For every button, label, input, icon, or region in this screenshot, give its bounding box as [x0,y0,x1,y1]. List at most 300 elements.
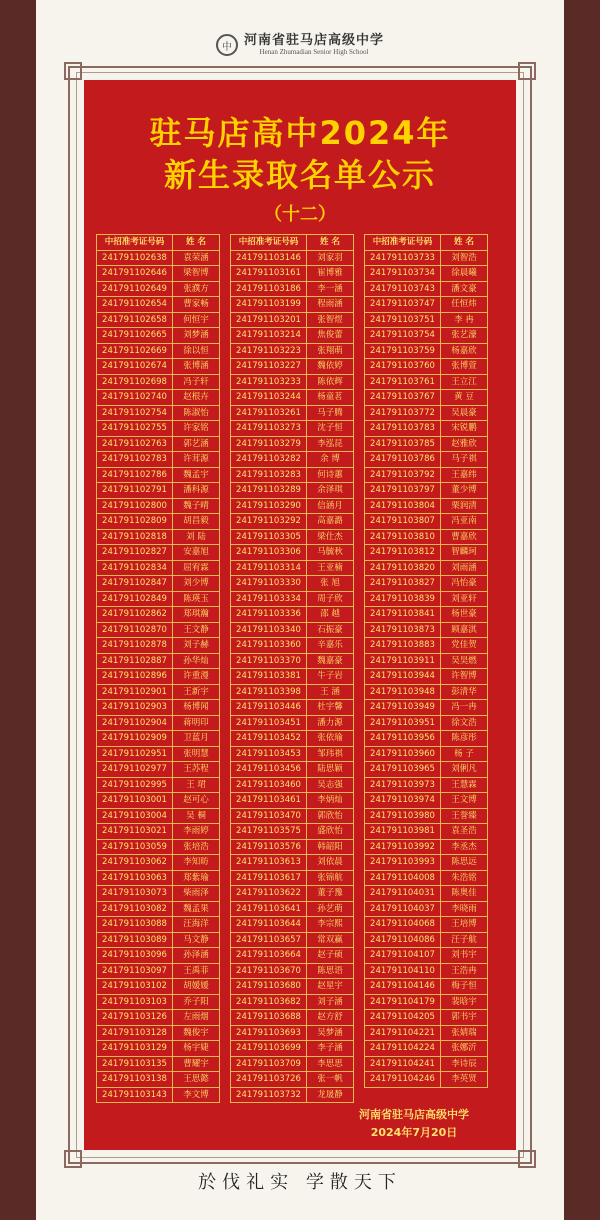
table-row [97,870,220,886]
student-name-cell: 左雨烟 [173,1010,220,1026]
student-name-cell: 许家铭 [173,421,220,437]
student-name-cell: 汪海洋 [173,917,220,933]
exam-id-cell: 241791102786 [97,467,173,483]
table-row [97,467,220,483]
table-row [231,870,354,886]
student-name-cell: 孙华灿 [173,653,220,669]
student-name-cell: 邹玮祺 [307,746,354,762]
table-row [231,715,354,731]
table-row [365,250,488,266]
table-row [231,545,354,561]
header-exam-id: 中招准考证号码 [97,235,173,251]
table-row [231,343,354,359]
student-name-cell: 宋锐鹏 [441,421,488,437]
student-name-cell: 陈奥佳 [441,886,488,902]
footer-date: 2024年7月20日 [370,1126,458,1139]
exam-id-cell: 241791104031 [365,886,441,902]
exam-id-cell: 241791103138 [97,1072,173,1088]
table-row [97,576,220,592]
table-row [365,963,488,979]
table-row [231,1072,354,1088]
student-name-cell: 赵子硕 [307,948,354,964]
student-name-cell: 潘科源 [173,483,220,499]
exam-id-cell: 241791102847 [97,576,173,592]
exam-id-cell: 241791102904 [97,715,173,731]
table-row [365,405,488,421]
table-row [97,684,220,700]
student-name-cell: 张婧瑞 [441,1025,488,1041]
exam-id-cell: 241791102870 [97,622,173,638]
exam-id-cell: 241791103336 [231,607,307,623]
exam-id-cell: 241791103201 [231,312,307,328]
school-name-cn: 河南省驻马店高级中学 [243,33,384,48]
table-row [97,700,220,716]
table-row [365,715,488,731]
student-name-cell: 辛嘉乐 [307,638,354,654]
exam-id-cell: 241791103622 [231,886,307,902]
table-row [97,297,220,313]
student-name-cell: 杨宇婕 [173,1041,220,1057]
poster-panel [36,0,564,1220]
exam-id-cell: 241791103097 [97,963,173,979]
exam-id-cell: 241791103161 [231,266,307,282]
exam-id-cell: 241791102783 [97,452,173,468]
exam-id-cell: 241791103261 [231,405,307,421]
title-line-2: 新生录取名单公示 [163,156,436,194]
exam-id-cell: 241791103073 [97,886,173,902]
student-name-cell: 董子豫 [307,886,354,902]
table-row [97,731,220,747]
table-row [97,328,220,344]
exam-id-cell: 241791103223 [231,343,307,359]
exam-id-cell: 241791103883 [365,638,441,654]
table-row [365,839,488,855]
table-row [97,421,220,437]
table-header-row [365,235,488,251]
exam-id-cell: 241791103688 [231,1010,307,1026]
exam-id-cell: 241791103370 [231,653,307,669]
student-name-cell: 魏孟果 [173,901,220,917]
table-row [365,421,488,437]
exam-id-cell: 241791103761 [365,374,441,390]
exam-id-cell: 241791102977 [97,762,173,778]
exam-id-cell: 241791103760 [365,359,441,375]
student-name-cell: 李 冉 [441,312,488,328]
table-row [365,1025,488,1041]
student-name-cell: 张一帆 [307,1072,354,1088]
table-row [231,963,354,979]
exam-id-cell: 241791103576 [231,839,307,855]
table-row [365,932,488,948]
student-name-cell: 马子祺 [441,452,488,468]
table-row [231,948,354,964]
exam-id-cell: 241791102862 [97,607,173,623]
student-name-cell: 刘子涵 [307,994,354,1010]
table-row [97,405,220,421]
exam-id-cell: 241791102995 [97,777,173,793]
exam-id-cell: 241791102674 [97,359,173,375]
exam-id-cell: 241791103733 [365,250,441,266]
exam-id-cell: 241791103340 [231,622,307,638]
table-row [365,560,488,576]
student-name-cell: 刘俐凡 [441,762,488,778]
table-row [97,343,220,359]
table-row [365,1010,488,1026]
exam-id-cell: 241791102834 [97,560,173,576]
student-name-cell: 赵可心 [173,793,220,809]
student-name-cell: 潘文豪 [441,281,488,297]
school-names [244,34,384,56]
student-name-cell: 梅子恒 [441,979,488,995]
exam-id-cell: 241791104107 [365,948,441,964]
table-row [97,374,220,390]
student-name-cell: 王新宇 [173,684,220,700]
student-name-cell: 孙艺萌 [307,901,354,917]
student-name-cell: 汪子航 [441,932,488,948]
table-row [365,1041,488,1057]
exam-id-cell: 241791103786 [365,452,441,468]
exam-id-cell: 241791103330 [231,576,307,592]
table-row [97,529,220,545]
student-name-cell: 韩韶阳 [307,839,354,855]
student-name-cell: 张艺濠 [441,328,488,344]
table-row [365,529,488,545]
header-name: 姓 名 [307,235,354,251]
table-row [365,281,488,297]
exam-id-cell: 241791103992 [365,839,441,855]
exam-id-cell: 241791103103 [97,994,173,1010]
exam-id-cell: 241791102951 [97,746,173,762]
exam-id-cell: 241791103289 [231,483,307,499]
admission-table-1 [96,234,220,1103]
table-row [231,560,354,576]
student-name-cell: 刘少博 [173,576,220,592]
table-row [231,777,354,793]
exam-id-cell: 241791103759 [365,343,441,359]
admission-table-2 [230,234,354,1103]
student-name-cell: 刘家羽 [307,250,354,266]
exam-id-cell: 241791103734 [365,266,441,282]
exam-id-cell: 241791103754 [365,328,441,344]
student-name-cell: 张濮方 [173,281,220,297]
table-row [231,514,354,530]
student-name-cell: 李子涵 [307,1041,354,1057]
school-name-en: Henan Zhumadian Senior High School [259,48,369,56]
exam-id-cell: 241791103693 [231,1025,307,1041]
header-exam-id: 中招准考证号码 [365,235,441,251]
exam-id-cell: 241791103096 [97,948,173,964]
exam-id-cell: 241791102649 [97,281,173,297]
student-name-cell: 杨童茗 [307,390,354,406]
exam-id-cell: 241791103001 [97,793,173,809]
exam-id-cell: 241791103461 [231,793,307,809]
student-name-cell: 李一涵 [307,281,354,297]
student-name-cell: 党佳贺 [441,638,488,654]
table-row [365,591,488,607]
table-row [365,498,488,514]
school-motto: 於伐礼实 学散天下 [198,1172,402,1193]
table-row [97,808,220,824]
table-row [365,700,488,716]
student-name-cell: 冯一冉 [441,700,488,716]
student-name-cell: 吴 桐 [173,808,220,824]
exam-id-cell: 241791103305 [231,529,307,545]
table-row [231,839,354,855]
exam-id-cell: 241791103804 [365,498,441,514]
table-row [97,1010,220,1026]
header-name: 姓 名 [173,235,220,251]
table-row [365,684,488,700]
exam-id-cell: 241791104008 [365,870,441,886]
exam-id-cell: 241791103772 [365,405,441,421]
exam-id-cell: 241791102658 [97,312,173,328]
student-name-cell: 余泽琪 [307,483,354,499]
student-name-cell: 胡昌毅 [173,514,220,530]
student-name-cell: 胡媛媛 [173,979,220,995]
exam-id-cell: 241791102887 [97,653,173,669]
table-row [231,529,354,545]
exam-id-cell: 241791103617 [231,870,307,886]
exam-id-cell: 241791103613 [231,855,307,871]
exam-id-cell: 241791103670 [231,963,307,979]
table-row [365,607,488,623]
exam-id-cell: 241791104205 [365,1010,441,1026]
table-row [365,777,488,793]
exam-id-cell: 241791102740 [97,390,173,406]
table-row [97,979,220,995]
school-logo-icon: 中 [216,34,238,56]
student-name-cell: 陈彦彤 [441,731,488,747]
table-row [365,359,488,375]
exam-id-cell: 241791103951 [365,715,441,731]
exam-id-cell: 241791103452 [231,731,307,747]
table-row [97,669,220,685]
student-name-cell: 吴志强 [307,777,354,793]
student-name-cell: 冯亚南 [441,514,488,530]
exam-id-cell: 241791103965 [365,762,441,778]
student-name-cell: 徐文浩 [441,715,488,731]
table-row [365,824,488,840]
exam-id-cell: 241791103644 [231,917,307,933]
table-row [231,824,354,840]
exam-id-cell: 241791104179 [365,994,441,1010]
exam-id-cell: 241791103664 [231,948,307,964]
student-name-cell: 卫蓝月 [173,731,220,747]
school-header [36,30,564,60]
exam-id-cell: 241791102909 [97,731,173,747]
student-name-cell: 冯子轩 [173,374,220,390]
student-name-cell: 陈瑛玉 [173,591,220,607]
student-name-cell: 彭清华 [441,684,488,700]
student-name-cell: 刘依晨 [307,855,354,871]
exam-id-cell: 241791103004 [97,808,173,824]
exam-id-cell: 241791104246 [365,1072,441,1088]
exam-id-cell: 241791103273 [231,421,307,437]
table-header-row [97,235,220,251]
student-name-cell: 杜宇馨 [307,700,354,716]
table-row [97,963,220,979]
exam-id-cell: 241791103128 [97,1025,173,1041]
student-name-cell: 王慧霖 [441,777,488,793]
student-name-cell: 张娜沂 [441,1041,488,1057]
table-row [231,979,354,995]
table-row [231,684,354,700]
table-row [231,1041,354,1057]
table-row [365,855,488,871]
exam-id-cell: 241791103227 [231,359,307,375]
student-name-cell: 马子腾 [307,405,354,421]
exam-id-cell: 241791103456 [231,762,307,778]
table-row [97,483,220,499]
table-row [231,901,354,917]
table-row [231,374,354,390]
exam-id-cell: 241791103807 [365,514,441,530]
table-row [97,250,220,266]
exam-id-cell: 241791103980 [365,808,441,824]
table-row [97,452,220,468]
exam-id-cell: 241791102698 [97,374,173,390]
student-name-cell: 魏孟宇 [173,467,220,483]
admission-table-3 [364,234,488,1088]
student-name-cell: 董少博 [441,483,488,499]
table-row [97,839,220,855]
table-row [365,746,488,762]
table-row [365,312,488,328]
exam-id-cell: 241791103956 [365,731,441,747]
table-row [97,607,220,623]
student-name-cell: 曹嘉欣 [441,529,488,545]
student-name-cell: 李思思 [307,1056,354,1072]
table-row [365,808,488,824]
table-header-row [231,235,354,251]
student-name-cell: 牛子岩 [307,669,354,685]
student-name-cell: 王禹菲 [173,963,220,979]
student-name-cell: 程雨涵 [307,297,354,313]
exam-id-cell: 241791104086 [365,932,441,948]
table-row [365,328,488,344]
table-row [231,1087,354,1103]
exam-id-cell: 241791103129 [97,1041,173,1057]
table-row [231,1010,354,1026]
table-row [365,638,488,654]
student-name-cell: 徐晨曦 [441,266,488,282]
table-row [365,576,488,592]
table-row [97,653,220,669]
student-name-cell: 袁圣浩 [441,824,488,840]
student-name-cell: 张博萱 [441,359,488,375]
student-name-cell: 陈依辉 [307,374,354,390]
student-name-cell: 潘力源 [307,715,354,731]
exam-id-cell: 241791103839 [365,591,441,607]
table-row [231,731,354,747]
student-name-cell: 郭欣怡 [307,808,354,824]
student-name-cell: 魏嘉豪 [307,653,354,669]
exam-id-cell: 241791103726 [231,1072,307,1088]
student-name-cell: 焦俊蕾 [307,328,354,344]
student-name-cell: 余 博 [307,452,354,468]
exam-id-cell: 241791103292 [231,514,307,530]
student-name-cell: 刘子赫 [173,638,220,654]
student-name-cell: 刘 陆 [173,529,220,545]
student-name-cell: 李诗辰 [441,1056,488,1072]
exam-id-cell: 241791103792 [365,467,441,483]
table-row [97,917,220,933]
student-name-cell: 杨嘉欣 [441,343,488,359]
table-row [365,653,488,669]
exam-id-cell: 241791103453 [231,746,307,762]
table-row [231,932,354,948]
table-row [231,452,354,468]
student-name-cell: 张 旭 [307,576,354,592]
exam-id-cell: 241791103949 [365,700,441,716]
table-row [231,312,354,328]
table-row [231,653,354,669]
student-name-cell: 蒋明印 [173,715,220,731]
table-row [231,281,354,297]
exam-id-cell: 241791103244 [231,390,307,406]
student-name-cell: 朱浩铭 [441,870,488,886]
table-row [97,545,220,561]
table-row [365,436,488,452]
student-name-cell: 王 涵 [307,684,354,700]
student-name-cell: 王亚楠 [307,560,354,576]
exam-id-cell: 241791103751 [365,312,441,328]
exam-id-cell: 241791102665 [97,328,173,344]
exam-id-cell: 241791103960 [365,746,441,762]
table-row [97,560,220,576]
table-row [365,994,488,1010]
student-name-cell: 崔博雅 [307,266,354,282]
exam-id-cell: 241791103059 [97,839,173,855]
exam-id-cell: 241791103126 [97,1010,173,1026]
student-name-cell: 李丞杰 [441,839,488,855]
frame-corner-tl [64,62,82,80]
student-name-cell: 王嘉纬 [441,467,488,483]
exam-id-cell: 241791104224 [365,1041,441,1057]
table-row [97,855,220,871]
table-row [231,498,354,514]
exam-id-cell: 241791103199 [231,297,307,313]
table-row [97,824,220,840]
student-name-cell: 梁智博 [173,266,220,282]
exam-id-cell: 241791104221 [365,1025,441,1041]
student-name-cell: 赵星宇 [307,979,354,995]
exam-id-cell: 241791103709 [231,1056,307,1072]
student-name-cell: 魏依婷 [307,359,354,375]
table-row [97,436,220,452]
table-row [97,312,220,328]
table-row [97,1025,220,1041]
table-row [97,994,220,1010]
exam-id-cell: 241791103214 [231,328,307,344]
student-name-cell: 陆思颖 [307,762,354,778]
exam-id-cell: 241791103088 [97,917,173,933]
exam-id-cell: 241791102818 [97,529,173,545]
exam-id-cell: 241791103732 [231,1087,307,1103]
student-name-cell: 盛欣怡 [307,824,354,840]
table-row [97,746,220,762]
exam-id-cell: 241791103460 [231,777,307,793]
student-name-cell: 张博涵 [173,359,220,375]
student-name-cell: 李泓昆 [307,436,354,452]
student-name-cell: 屈宥霖 [173,560,220,576]
table-row [365,1056,488,1072]
table-row [231,793,354,809]
student-name-cell: 许重漫 [173,669,220,685]
exam-id-cell: 241791103135 [97,1056,173,1072]
exam-id-cell: 241791103810 [365,529,441,545]
student-name-cell: 李炳灿 [307,793,354,809]
